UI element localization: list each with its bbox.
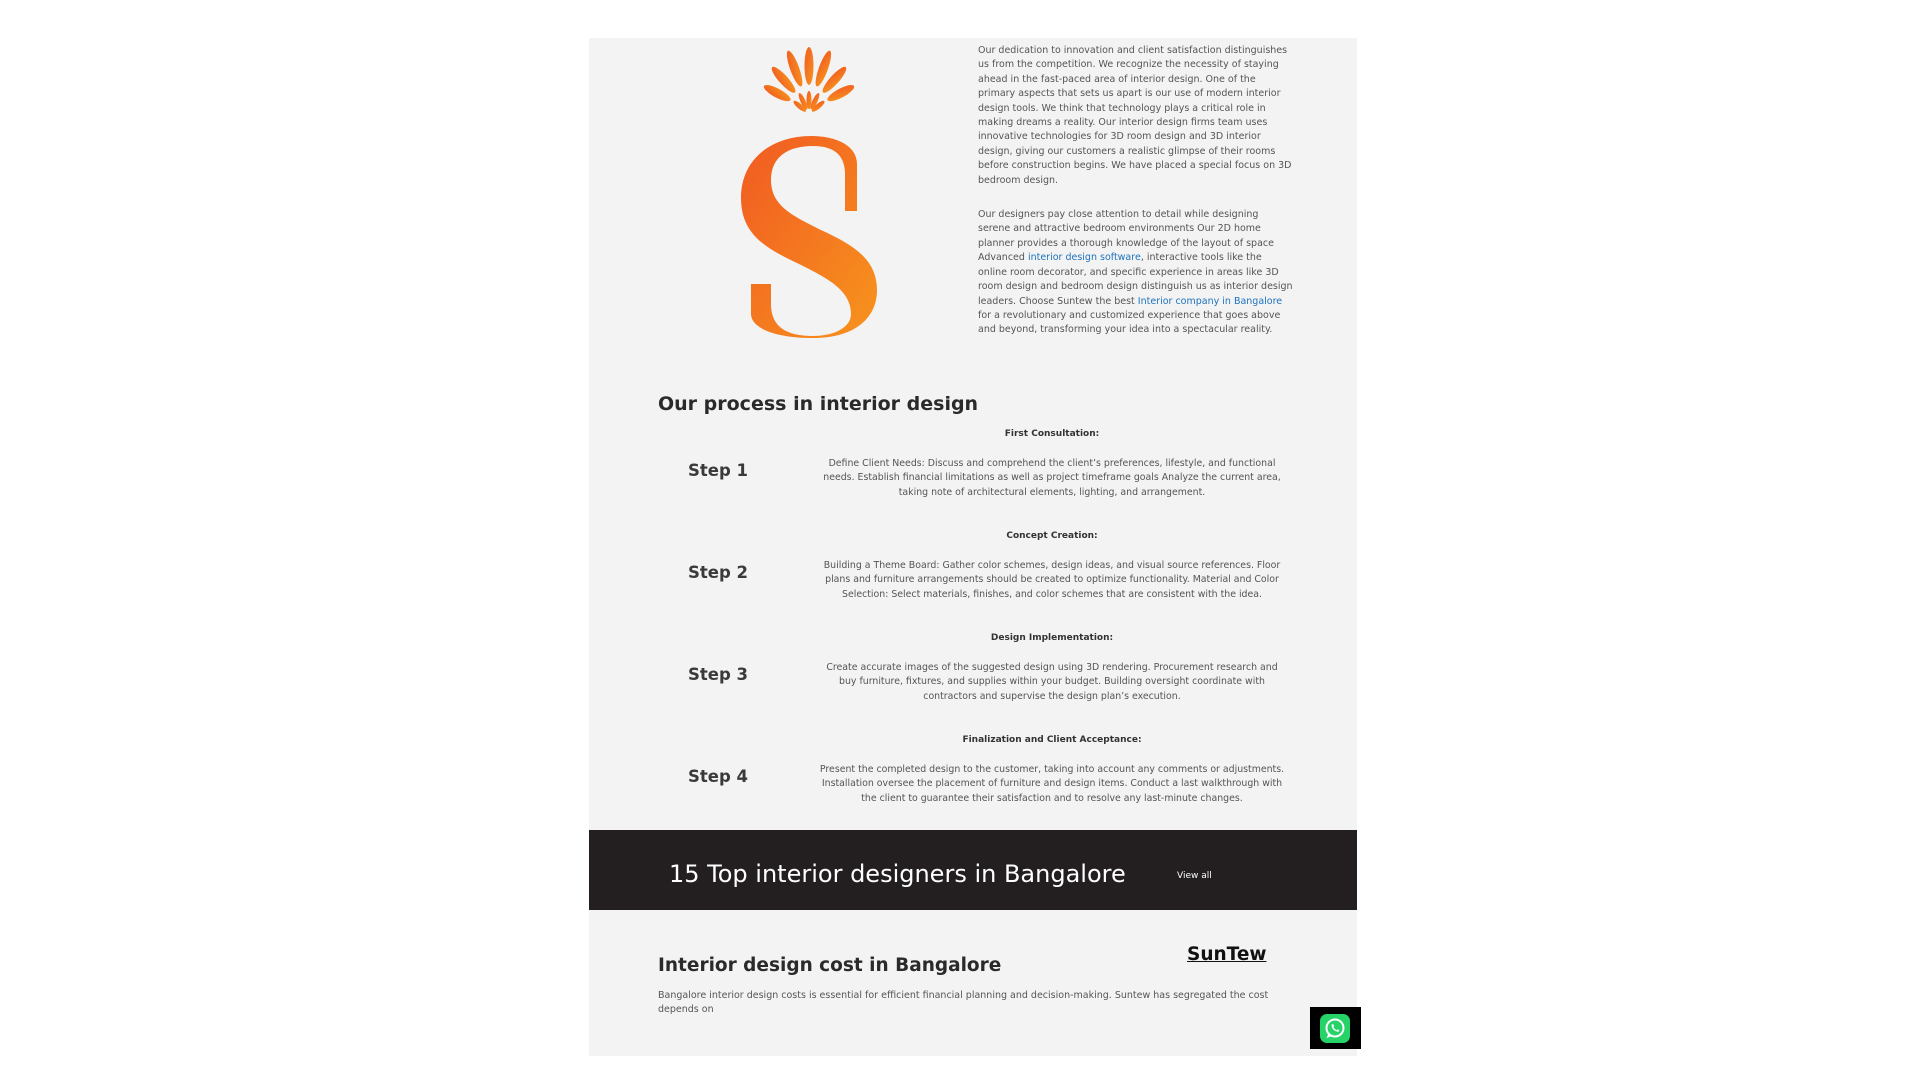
interior-design-software-link[interactable]: interior design software	[1027, 252, 1141, 264]
whatsapp-icon	[1320, 1014, 1350, 1043]
process-step-4	[589, 735, 1357, 831]
process-step-2	[589, 531, 1357, 627]
intro-paragraph-2-part-3: for a revolutionary and customized experience that goes above and beyond, transforming your idea into a spectacular reality.	[978, 309, 1281, 336]
interior-company-bangalore-link[interactable]: Interior company in Bangalore	[1137, 295, 1283, 307]
step-label: Step 3	[688, 665, 748, 684]
step-label: Step 2	[688, 563, 748, 582]
process-title: Our process in interior design	[658, 393, 979, 415]
suntew-s-logo-icon	[729, 46, 889, 338]
banner-title: 15 Top interior designers in Bangalore	[669, 860, 1126, 888]
cost-title: Interior design cost in Bangalore	[658, 955, 1002, 976]
intro-paragraph-2-part-2: , interactive tools like the online room decorator, and specific experience in areas like 3D room design and bedroom design distinguish us as interior design leaders. Choose Suntew the best	[978, 252, 1293, 307]
whatsapp-button[interactable]	[1310, 1007, 1361, 1049]
page-content	[589, 38, 1357, 1056]
view-all-link[interactable]: View all	[1177, 871, 1212, 881]
intro-text	[978, 44, 1293, 358]
process-step-1	[589, 429, 1357, 525]
suntew-brand-link[interactable]: SunTew	[1187, 944, 1267, 965]
step-label: Step 4	[688, 767, 748, 786]
step-description: Building a Theme Board: Gather color schemes, design ideas, and visual source references. Floor plans and furniture arrangements should be created to optimize functionality. Material and Color Selection: Select materials, finishes, and color schemes that are consistent with the idea.	[823, 560, 1281, 600]
cost-description: Bangalore interior design costs is essential for efficient financial planning and decision-making. Suntew has segregated the cost depends on	[658, 990, 1269, 1016]
step-description: Create accurate images of the suggested design using 3D rendering. Procurement research and buy furniture, fixtures, and supplies within your budget. Building oversight coordinate with contractors and supervise the design plan’s execution.	[826, 662, 1278, 702]
step-title: Design Implementation:	[990, 633, 1114, 643]
process-step-3	[589, 633, 1357, 729]
intro-paragraph-1: Our dedication to innovation and client satisfaction distinguishes us from the competition. We recognize the necessity of staying ahead in the fast-paced area of interior design. One of the primary aspects that sets us apart is our use of modern interior design tools. We think that technology plays a critical role in making dreams a reality. Our interior design firms team uses innovative technologies for 3D room design and 3D interior design, giving our customers a realistic glimpse of their rooms before construction begins. We have placed a special focus on 3D bedroom design.	[978, 45, 1292, 186]
step-title: Finalization and Client Acceptance:	[962, 735, 1142, 745]
intro-paragraph-2	[978, 208, 1293, 338]
step-title: Concept Creation:	[1006, 531, 1098, 541]
designers-banner	[589, 830, 1357, 910]
intro-paragraph-2-part-1: Our designers pay close attention to detail while designing serene and attractive bedroom environments Our 2D home planner provides a thorough knowledge of the layout of space Advanced	[978, 209, 1274, 264]
step-description: Present the completed design to the customer, taking into account any comments or adjustments. Installation oversee the placement of furniture and design items. Conduct a last walkthrough with the client to guarantee their satisfaction and to resolve any last-minute changes.	[819, 764, 1285, 804]
step-label: Step 1	[688, 461, 748, 480]
step-description: Define Client Needs: Discuss and comprehend the client’s preferences, lifestyle, and functional needs. Establish financial limitations as well as project timeframe goals Analyze the current area, taking note of architectural elements, lighting, and arrangement.	[823, 458, 1281, 498]
step-title: First Consultation:	[1004, 429, 1100, 439]
